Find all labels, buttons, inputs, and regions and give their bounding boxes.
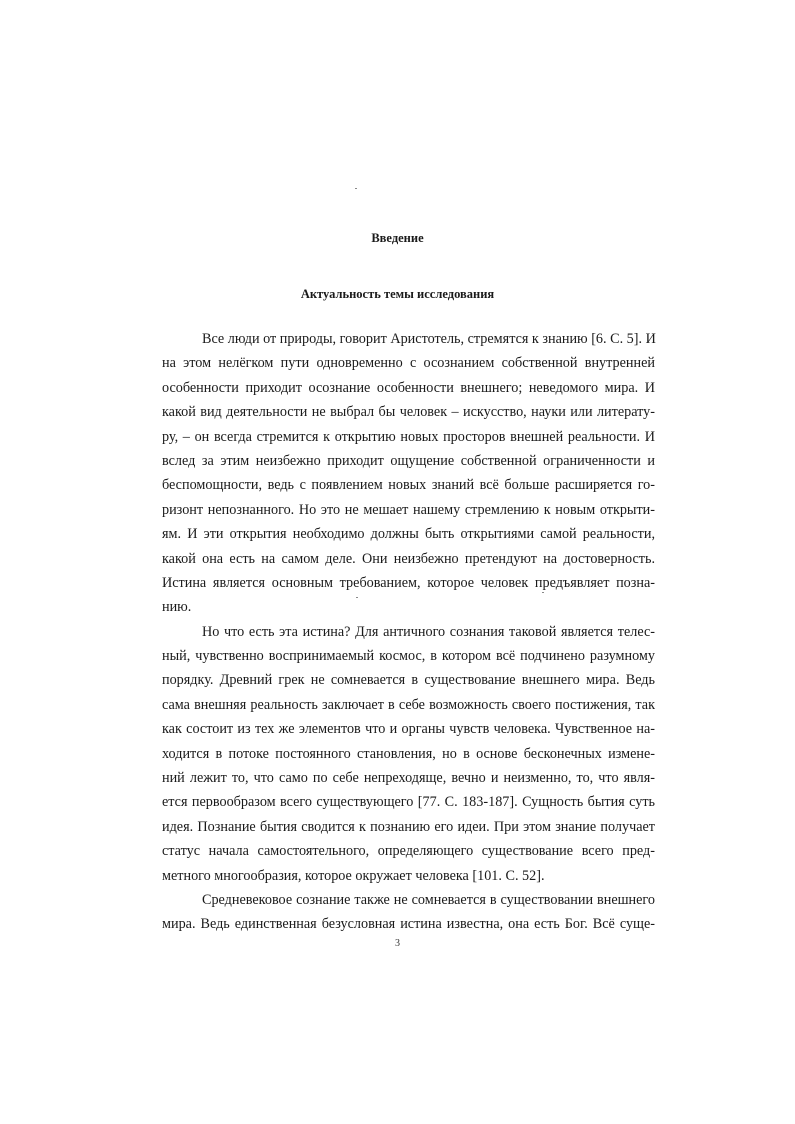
text-line: на этом нелёгком пути одновременно с осознанием собственной внутренней bbox=[162, 355, 655, 372]
text-line: Но что есть эта истина? Для античного сознания таковой является телес- bbox=[202, 623, 655, 640]
text-line: нию. bbox=[162, 599, 192, 616]
body-text bbox=[162, 327, 655, 937]
text-line: ный, чувственно воспринимаемый космос, в котором всё подчинено разумному bbox=[162, 648, 655, 665]
text-line: порядку. Древний грек не сомневается в существование внешнего мира. Ведь bbox=[162, 672, 655, 689]
text-line: как состоит из тех же элементов что и органы чувств человека. Чувственное на- bbox=[162, 721, 655, 738]
text-line: ризонт непознанного. Но это не мешает нашему стремлению к новым открыти- bbox=[162, 501, 655, 518]
text-line: беспомощности, ведь с появлением новых знаний всё больше расширяется го- bbox=[162, 477, 655, 494]
text-line: ется первообразом всего существующего [77. С. 183-187]. Сущность бытия суть bbox=[162, 794, 655, 811]
text-line: Истина является основным требованием, которое человек предъявляет позна- bbox=[162, 574, 655, 591]
text-line: ру, – он всегда стремится к открытию новых просторов внешней реальности. И bbox=[162, 428, 655, 445]
scan-speck bbox=[542, 592, 544, 593]
text-line: ходится в потоке постоянного становления, но в основе бесконечных измене- bbox=[162, 745, 655, 762]
text-line: сама внешняя реальность заключает в себе возможность своего постижения, так bbox=[162, 696, 655, 713]
text-line: идея. Познание бытия сводится к познанию его идеи. При этом знание получает bbox=[162, 818, 655, 835]
text-line: Все люди от природы, говорит Аристотель, стремятся к знанию [6. С. 5]. И bbox=[202, 331, 656, 347]
text-line: какой она есть на самом деле. Они неизбежно претендуют на достоверность. bbox=[162, 550, 655, 567]
text-line: какой вид деятельности не выбрал бы человек – искусство, науки или литерату- bbox=[162, 404, 655, 421]
text-line: ям. И эти открытия необходимо должны быть открытиями самой реальности, bbox=[162, 526, 655, 543]
page-number: 3 bbox=[395, 938, 400, 949]
scan-speck bbox=[355, 188, 357, 189]
text-line: Средневековое сознание также не сомневается в существовании внешнего bbox=[202, 891, 655, 908]
page-title: Введение bbox=[371, 231, 424, 245]
text-line: метного многообразия, которое окружает человека [101. С. 52]. bbox=[162, 867, 545, 884]
section-title: Актуальность темы исследования bbox=[300, 287, 495, 301]
scan-speck bbox=[356, 597, 358, 598]
text-line: вслед за этим неизбежно приходит ощущение собственной ограниченности и bbox=[162, 452, 655, 469]
text-line: мира. Ведь единственная безусловная истина известна, она есть Бог. Всё суще- bbox=[162, 916, 655, 933]
text-line: статус начала самостоятельного, определяющего существование всего пред- bbox=[162, 843, 655, 860]
text-line: ний лежит то, что само по себе непреходяще, вечно и неизменно, то, что явля- bbox=[162, 770, 655, 787]
text-line: особенности приходит осознание особенности внешнего; неведомого мира. И bbox=[162, 379, 655, 396]
